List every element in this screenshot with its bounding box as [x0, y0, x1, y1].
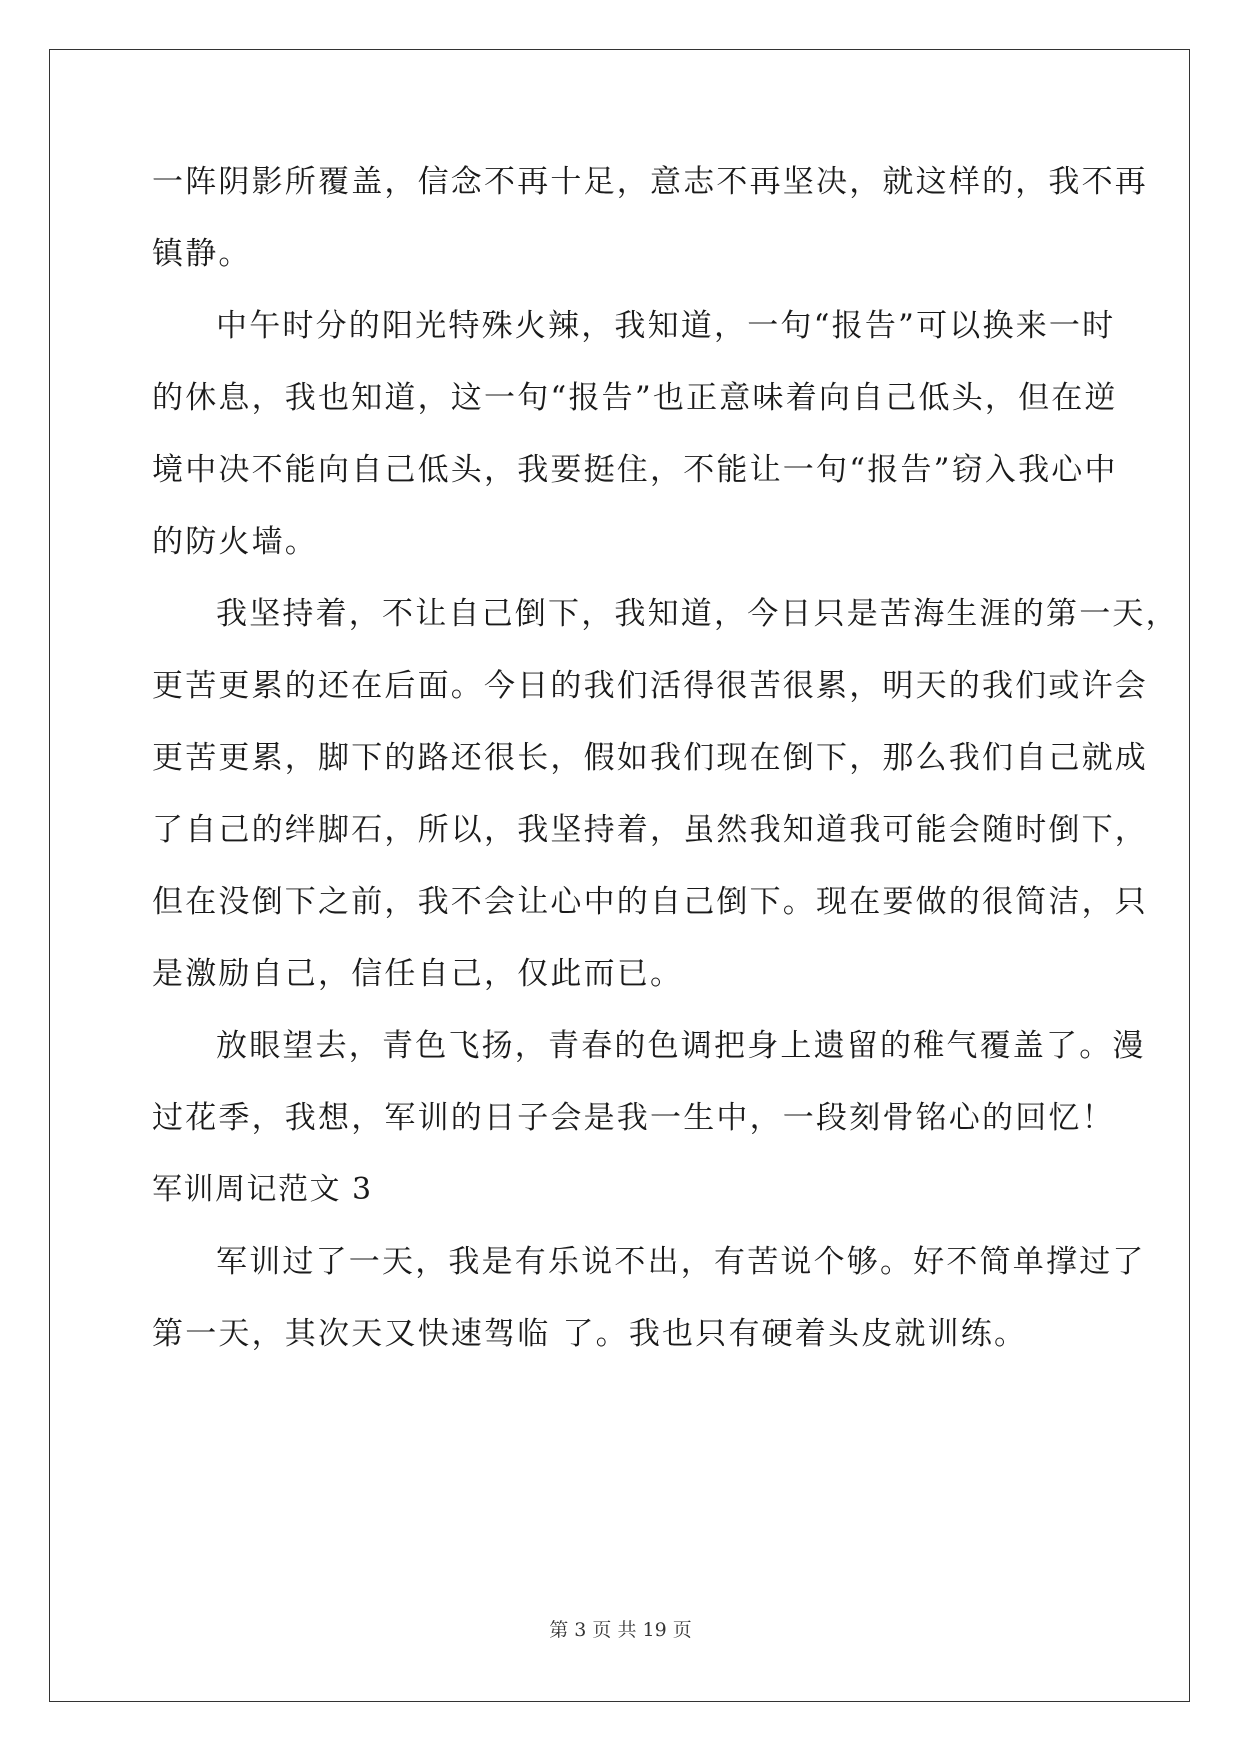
paragraph-start-line: 中午时分的阳光特殊火辣，我知道，一句“报告”可以换来一时	[216, 308, 1116, 344]
text-line: 了自己的绊脚石，所以，我坚持着，虽然我知道我可能会随时倒下，	[152, 812, 1148, 848]
text-line: 镇静。	[152, 236, 252, 272]
text-line: 更苦更累，脚下的路还很长，假如我们现在倒下，那么我们自己就成	[152, 740, 1148, 776]
paragraph-start-line: 我坚持着，不让自己倒下，我知道，今日只是苦海生涯的第一天，	[216, 596, 1179, 632]
section-heading: 军训周记范文 3	[152, 1172, 373, 1207]
paragraph-start-line: 放眼望去，青色飞扬，青春的色调把身上遗留的稚气覆盖了。漫	[216, 1028, 1146, 1064]
text-line: 一阵阴影所覆盖，信念不再十足，意志不再坚决，就这样的，我不再	[152, 164, 1148, 200]
text-line: 的休息，我也知道，这一句“报告”也正意味着向自己低头，但在逆	[152, 380, 1118, 416]
paragraph-start-line: 军训过了一天，我是有乐说不出，有苦说个够。好不简单撑过了	[216, 1244, 1146, 1280]
text-line: 的防火墙。	[152, 524, 318, 560]
page-border	[49, 49, 1190, 1702]
text-line: 境中决不能向自己低头，我要挺住，不能让一句“报告”窃入我心中	[152, 452, 1118, 488]
text-line: 第一天，其次天又快速驾临 了。我也只有硬着头皮就训练。	[152, 1316, 1028, 1352]
text-line: 是激励自己，信任自己，仅此而已。	[152, 956, 684, 992]
text-line: 过花季，我想，军训的日子会是我一生中，一段刻骨铭心的回忆！	[152, 1100, 1115, 1136]
text-line: 更苦更累的还在后面。今日的我们活得很苦很累，明天的我们或许会	[152, 668, 1148, 704]
page-number-footer: 第 3 页 共 19 页	[549, 1619, 692, 1641]
text-line: 但在没倒下之前，我不会让心中的自己倒下。现在要做的很简洁，只	[152, 884, 1148, 920]
